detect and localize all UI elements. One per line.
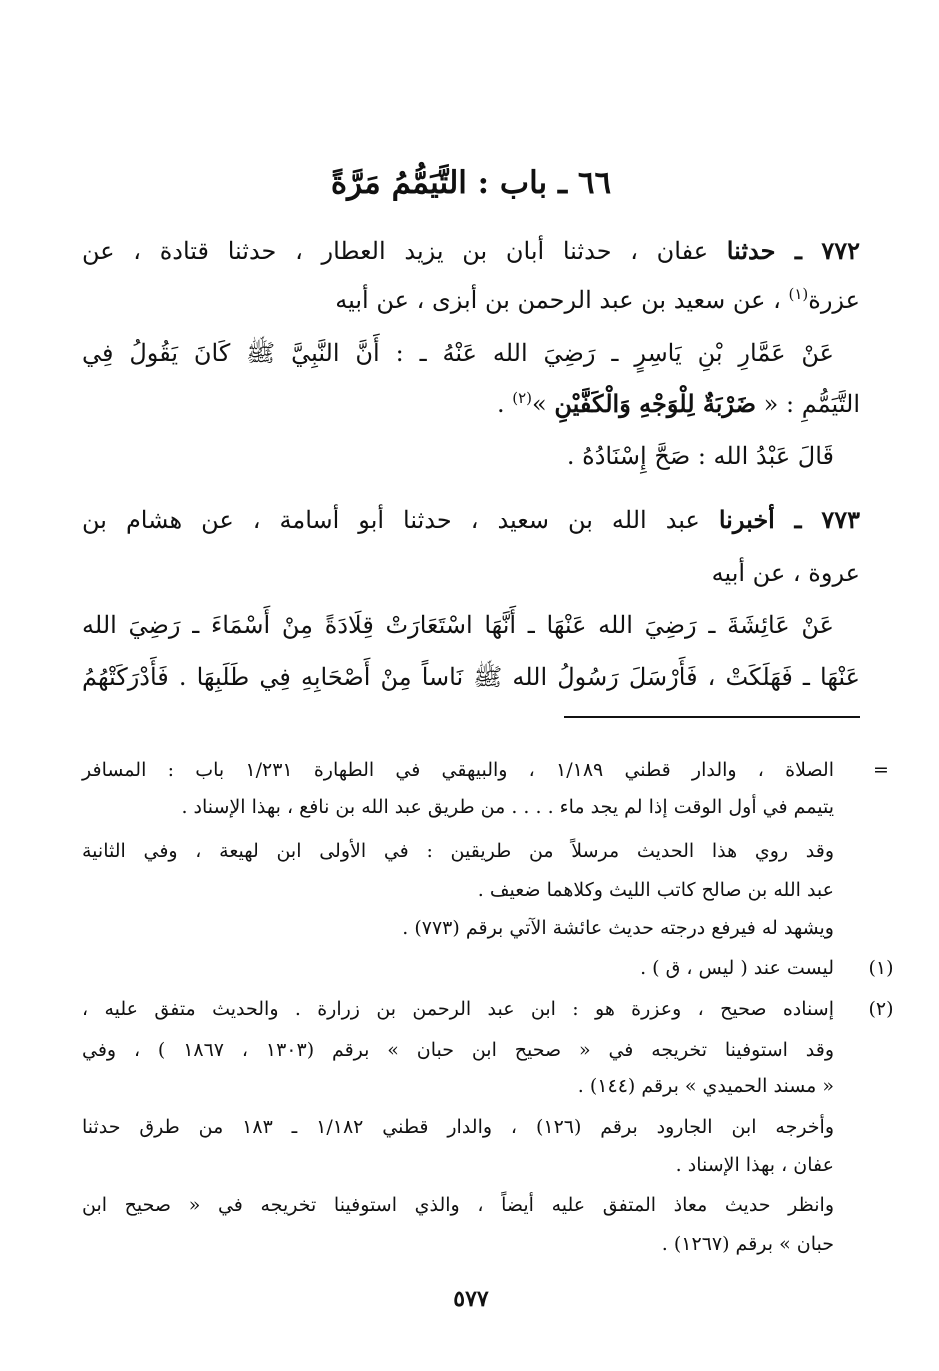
footnote-2-line-1: (٢) إسناده صحيح ، وعزرة هو : ابن عبد الرحمن بن زرارة . والحديث متفق عليه ، (82, 993, 860, 1025)
footnote-2-line-4: وأخرجه ابن الجارود برقم (١٢٦) ، والدار قطني ١/١٨٢ ـ ١٨٣ من طرق حدثنا (82, 1116, 834, 1138)
hadith-772-line-2: عزرة$^{(١)}$ ، عن سعيد بن عبد الرحمن بن أبزى ، عن أبيه (335, 285, 860, 314)
hadith-773-line-2: عروة ، عن أبيه (711, 559, 860, 587)
footnote-continuation-line-1: = الصلاة ، والدار قطني ١/١٨٩ ، والبيهقي في الطهارة ١/٢٣١ باب : المسافر (82, 754, 860, 786)
footnote-divider (564, 716, 860, 718)
book-page (82, 0, 894, 1371)
hadith-772-line-4: التَّيَمُّمِ : « ضَرْبَةٌ لِلْوَجْهِ وَالْكَفَّيْنِ »$^{(٢)}$ . (496, 389, 860, 418)
hadith-772-grading: قَالَ عَبْدُ الله : صَحَّ إِسْنَادُهُ . (566, 442, 834, 470)
footnote-continuation-line-4: عبد الله بن صالح كاتب الليث وكلاهما ضعيف . (477, 879, 834, 901)
chapter-title: ٦٦ ـ باب : التَّيَمُّمُ مَرَّةً (330, 165, 612, 201)
footnote-ref-1: (١) (788, 285, 809, 303)
hadith-772-matn: ضَرْبَةٌ لِلْوَجْهِ وَالْكَفَّيْنِ (554, 389, 757, 418)
hadith-772-chain: عفان ، حدثنا أبان بن يزيد العطار ، حدثنا قتادة ، عن (82, 237, 709, 265)
hadith-772-line-3: عَنْ عَمَّارِ بْنِ يَاسِرٍ ـ رَضِيَ الله عَنْهُ ـ : أَنَّ النَّبِيَّ ﷺ كَانَ يَقُولُ فِي (82, 339, 834, 367)
footnote-continuation-line-2: يتيمم في أول الوقت إذا لم يجد ماء . . . . من طريق عبد الله بن نافع ، بهذا الإسناد . (181, 796, 834, 818)
hadith-772-line-1 (82, 231, 860, 271)
footnote-continuation-line-5: ويشهد له فيرفع درجته حديث عائشة الآتي برقم (٧٧٣) . (402, 917, 834, 939)
footnote-continuation-line-3: وقد روي هذا الحديث مرسلاً من طريقين : في الأولى ابن لهيعة ، وفي الثانية (82, 840, 834, 862)
footnote-2-line-6: وانظر حديث معاذ المتفق عليه أيضاً ، والذي استوفينا تخريجه في « صحيح ابن (82, 1194, 834, 1216)
footnote-2-line-5: عفان ، بهذا الإسناد . (675, 1154, 834, 1176)
hadith-773-line-1 (82, 500, 860, 540)
hadith-773-line-4: عَنْهَا ـ فَهَلَكَتْ ، فَأَرْسَلَ رَسُولُ الله ﷺ نَاساً مِنْ أَصْحَابِهِ فِي طَلَبِهَا . فَأَدْرَكَتْهُمُ (82, 663, 860, 691)
continuation-marker: = (873, 759, 889, 781)
footnote-2-line-3: « مسند الحميدي » برقم (١٤٤) . (577, 1075, 834, 1097)
footnote-2-line-7: حبان » برقم (١٢٦٧) . (661, 1233, 834, 1255)
footnote-1: (١) ليست عند ( ليس ، ق ) . (82, 952, 860, 984)
hadith-773-chain: عبد الله بن سعيد ، حدثنا أبو أسامة ، عن هشام بن (82, 506, 700, 534)
hadith-773-number: ٧٧٣ ـ أخبرنا (718, 505, 860, 534)
footnote-ref-2: (٢) (512, 389, 532, 407)
footnote-1-marker: (١) (868, 957, 894, 979)
footnote-2-marker: (٢) (868, 998, 894, 1020)
hadith-773-line-3: عَنْ عَائِشَةَ ـ رَضِيَ الله عَنْهَا ـ أَنَّهَا اسْتَعَارَتْ قِلَادَةً مِنْ أَسْمَاءَ ـ رَضِيَ الله (82, 611, 834, 639)
hadith-772-number: ٧٧٢ ـ حدثنا (726, 236, 860, 265)
page-number: ٥٧٧ (453, 1286, 489, 1312)
footnote-2-line-2: وقد استوفينا تخريجه في « صحيح ابن حبان » برقم (١٣٠٣ ، ١٨٦٧ ) ، وفي (82, 1039, 834, 1061)
